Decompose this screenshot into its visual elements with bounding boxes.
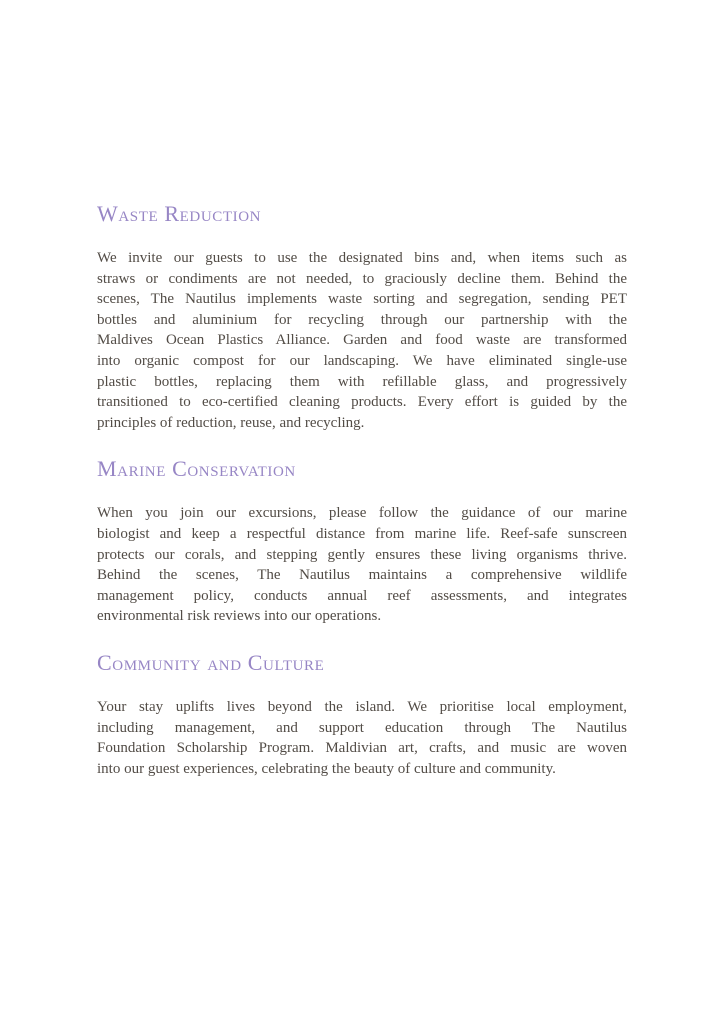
text-line: environmental risk reviews into our operations. (97, 608, 382, 625)
section-paragraph-marine-conservation (97, 503, 627, 627)
text-line: protects our corals, and stepping gently ensures these living organisms thrive. (97, 546, 627, 563)
text-line: scenes, The Nautilus implements waste sorting and segregation, sending PET (97, 291, 627, 308)
text-line: We invite our guests to use the designated bins and, when items such as (97, 250, 627, 266)
text-line: Maldives Ocean Plastics Alliance. Garden and food waste are transformed (97, 332, 627, 349)
text-line: straws or condiments are not needed, to graciously decline them. Behind the (97, 270, 627, 287)
section-community-and-culture (97, 650, 627, 779)
text-line: transitioned to eco-certified cleaning products. Every effort is guided by the (97, 394, 627, 411)
text-line: Foundation Scholarship Program. Maldivian art, crafts, and music are woven (97, 740, 627, 757)
text-line: management policy, conducts annual reef assessments, and integrates (97, 587, 627, 604)
text-line: Behind the scenes, The Nautilus maintains a comprehensive wildlife (97, 567, 627, 584)
section-heading-community-and-culture: Community and Culture (97, 649, 325, 675)
text-line: plastic bottles, replacing them with refillable glass, and progressively (97, 373, 627, 390)
section-heading-waste-reduction: Waste Reduction (97, 201, 262, 226)
text-line: into organic compost for our landscaping. We have eliminated single-use (97, 352, 627, 369)
text-line: including management, and support education through The Nautilus (97, 719, 627, 736)
text-line: into our guest experiences, celebrating the beauty of culture and community. (97, 760, 556, 777)
text-line: Your stay uplifts lives beyond the island. We prioritise local employment, (97, 698, 627, 715)
text-line: principles of reduction, reuse, and recycling. (97, 414, 365, 431)
page-content (97, 201, 627, 802)
text-line: bottles and aluminium for recycling through our partnership with the (97, 311, 627, 328)
text-line: When you join our excursions, please follow the guidance of our marine (97, 505, 627, 522)
section-paragraph-community-and-culture (97, 697, 627, 779)
section-heading-marine-conservation: Marine Conservation (97, 456, 296, 482)
text-line: biologist and keep a respectful distance from marine life. Reef-safe sunscreen (97, 525, 627, 542)
section-waste-reduction (97, 201, 627, 433)
section-paragraph-waste-reduction (97, 248, 627, 433)
section-marine-conservation (97, 456, 627, 627)
